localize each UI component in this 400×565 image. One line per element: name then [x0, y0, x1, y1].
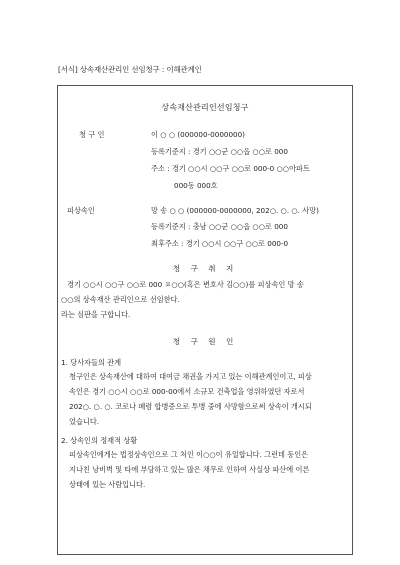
section-1-title: 1. 당사자들의 관계 [61, 358, 122, 367]
decedent-registered-domicile: 등록기준지 : 충남 ○○군 ○○읍 ○○로 000 [151, 222, 288, 231]
claimant-address: 주소 : 경기 ○○시 ○○구 ○○로 000-0 ○○아파트 [151, 164, 310, 173]
decedent-last-address: 최후주소 : 경기 ○○시 ○○구 ○○로 000-0 [151, 239, 289, 248]
section-2-line-1: 피상속인에게는 법정상속인으로 그 처인 이○○이 유일합니다. 그런데 동인은 [69, 450, 309, 459]
purpose-heading: 청 구 취 지 [172, 264, 238, 273]
purpose-line-2: ○○의 상속재산 관리인으로 선임한다. [61, 295, 180, 304]
claimant-name: 이 ○ ○ (000000-0000000) [151, 130, 245, 139]
purpose-line-3: 라는 심판을 구합니다. [61, 310, 131, 319]
section-1-line-2: 속인은 경기 ○○시 ○○로 000-00에서 소규모 건축업을 영위하였던 자로서 [69, 387, 305, 396]
claimant-address-unit: 000동 000호 [174, 181, 218, 190]
section-2-line-2: 지나친 낭비벽 및 타에 부담하고 있는 많은 채무로 인하여 사실상 파산에 이른 [69, 465, 310, 474]
section-1-line-4: 었습니다. [69, 417, 100, 426]
section-2-line-3: 상태에 있는 사람입니다. [69, 480, 146, 489]
form-caption: [서식] 상속재산관리인 선임청구 : 이해관계인 [58, 65, 202, 74]
section-1-line-1: 청구인은 상속재산에 대하여 대여금 채권을 가지고 있는 이해관계인이고, 피상 [69, 372, 312, 381]
section-1-line-3: 202○. ○. ○. 코로나 폐렴 합병증으로 투병 중에 사망함으로써 상속이 개시되 [69, 402, 312, 411]
decedent-label: 피상속인 [67, 206, 95, 215]
decedent-name: 망 송 ○ ○ (000000-0000000, 202○. ○. ○. 사망) [151, 206, 319, 215]
reasons-heading: 청 구 원 인 [172, 337, 238, 346]
claimant-label: 청 구 인 [79, 130, 105, 139]
claimant-registered-domicile: 등록기준지 : 경기 ○○군 ○○읍 ○○로 000 [151, 147, 288, 156]
section-2-title: 2. 상속인의 정재적 상황 [61, 436, 138, 445]
purpose-line-1: 경기 ○○시 ○○구 ○○로 000 ㅍ○○(혹은 변호사 김○○)를 피상속인 망 송 [67, 280, 304, 289]
document-title: 상속재산관리인선임청구 [161, 103, 249, 112]
document-frame [57, 85, 353, 555]
